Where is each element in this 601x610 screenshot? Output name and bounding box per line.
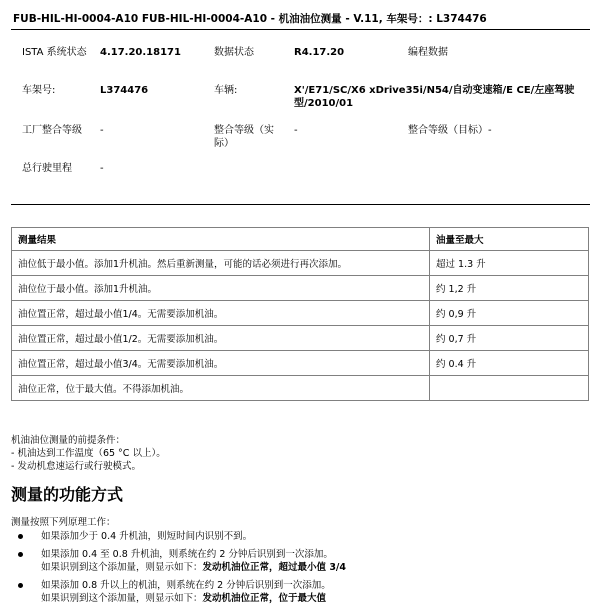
vehicle-label: 车辆:	[214, 85, 238, 96]
document-header: FUB-HIL-HI-0004-A10 FUB-HIL-HI-0004-A10 - 机油油位测量 - V.11, 车架号：: L374476	[13, 13, 487, 25]
result-prefix: 如果识别到这个添加量，则显示如下：	[41, 593, 203, 604]
table-row	[12, 326, 589, 351]
factory-level-label: 工厂整合等级	[22, 125, 82, 136]
vin-label: 车架号:	[22, 85, 56, 96]
programming-data-label: 编程数据	[408, 47, 448, 58]
function-list	[14, 530, 584, 610]
actual-level-label: 整合等级（实际）	[214, 125, 274, 149]
info-rule	[11, 204, 590, 205]
precondition-title: 机油油位测量的前提条件：	[11, 435, 126, 446]
table-row	[12, 376, 589, 401]
function-intro: 测量按照下列原理工作：	[11, 517, 116, 528]
section-title: 测量的功能方式	[11, 485, 124, 504]
ista-value: 4.17.20.18171	[100, 47, 181, 58]
factory-level-value: -	[100, 125, 104, 136]
table-header-row	[12, 228, 589, 251]
info-row-mileage	[22, 162, 592, 182]
amount-cell: 约 1,2 升	[430, 276, 589, 301]
precondition-engine: - 发动机怠速运行或行驶模式。	[11, 461, 141, 472]
bullet-text-result	[41, 592, 584, 606]
result-emphasis: 发动机油位正常，超过最小值 3/4	[202, 562, 347, 573]
amount-cell: 约 0,9 升	[430, 301, 589, 326]
amount-cell	[430, 376, 589, 401]
bullet-icon	[18, 583, 23, 588]
vehicle-info	[22, 46, 592, 182]
precondition-temperature: - 机油达到工作温度（65 °C 以上）。	[11, 448, 166, 459]
vin-value: L374476	[100, 85, 149, 96]
target-level-value: -	[488, 125, 492, 136]
list-item	[14, 548, 584, 575]
mileage-label: 总行驶里程	[22, 163, 72, 174]
header-rule	[11, 29, 590, 30]
list-item	[14, 530, 584, 544]
amount-cell: 超过 1.3 升	[430, 251, 589, 276]
info-row-levels	[22, 124, 592, 162]
info-row-system	[22, 46, 592, 84]
data-status-label: 数据状态	[214, 47, 254, 58]
preconditions	[11, 434, 166, 473]
data-status-value: R4.17.20	[294, 47, 345, 58]
table-row	[12, 276, 589, 301]
header-amount: 油量至最大	[430, 228, 589, 251]
bullet-text: 如果添加 0.4 至 0.8 升机油，则系统在约 2 分钟后识别到一次添加。	[41, 548, 333, 560]
bullet-text-result	[41, 561, 584, 575]
bullet-text: 如果添加少于 0.4 升机油，则短时间内识别不到。	[41, 531, 253, 542]
info-row-vehicle	[22, 84, 592, 124]
table-row	[12, 251, 589, 276]
list-item	[14, 579, 584, 606]
amount-cell: 约 0,7 升	[430, 326, 589, 351]
result-cell: 油位置正常，超过最小值3/4。无需要添加机油。	[12, 351, 430, 376]
result-emphasis: 发动机油位正常，位于最大值	[202, 593, 327, 604]
mileage-value: -	[100, 163, 104, 174]
measurement-table	[11, 227, 589, 401]
result-cell: 油位置正常，超过最小值1/2。无需要添加机油。	[12, 326, 430, 351]
amount-cell: 约 0.4 升	[430, 351, 589, 376]
result-prefix: 如果识别到这个添加量，则显示如下：	[41, 562, 203, 573]
result-cell: 油位低于最小值。添加1升机油。然后重新测量，可能的话必须进行再次添加。	[12, 251, 430, 276]
vehicle-value: X'/E71/SC/X6 xDrive35i/N54/自动变速箱/E CE/左座驾驶型/2010/01	[294, 85, 575, 109]
target-level-label: 整合等级（目标）	[408, 125, 488, 136]
table-row	[12, 351, 589, 376]
ista-label: ISTA 系统状态	[22, 47, 87, 58]
header-result: 测量结果	[12, 228, 430, 251]
bullet-icon	[18, 552, 23, 557]
bullet-icon	[18, 534, 23, 539]
result-cell: 油位置正常，超过最小值1/4。无需要添加机油。	[12, 301, 430, 326]
table-row	[12, 301, 589, 326]
result-cell: 油位正常，位于最大值。不得添加机油。	[12, 376, 430, 401]
actual-level-value: -	[294, 125, 298, 136]
bullet-text: 如果添加 0.8 升以上的机油，则系统在约 2 分钟后识别到一次添加。	[41, 579, 331, 591]
result-cell: 油位位于最小值。添加1升机油。	[12, 276, 430, 301]
